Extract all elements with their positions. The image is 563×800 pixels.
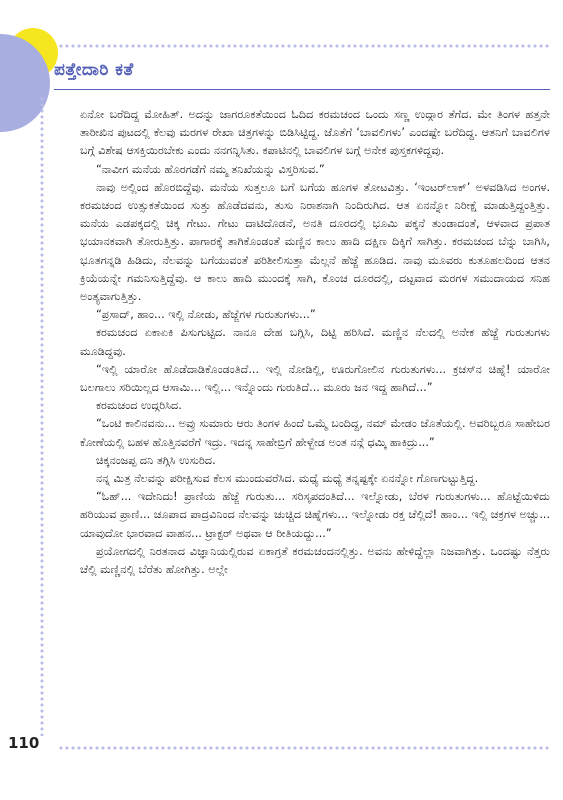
paragraph: ಚಿಕ್ಕನಂಜಪ್ಪ ದನಿ ತಗ್ಗಿಸಿ ಉಸುರಿದ. xyxy=(96,453,216,467)
page-number: 110 xyxy=(8,734,40,752)
paragraph: ಕರಮಚಂದ ಏಕಾಏಕಿ ಪಿಸುಗುಟ್ಟಿದ. ನಾನೂ ದೇಹ ಬಗ್ಗಿಸಿ, ದಿಟ್ಟಿ ಹರಿಸಿದೆ. ಮಣ್ಣಿನ ನೆಲದಲ್ಲಿ ಅನೇಕ ಹೆಜ್ಜೆ ಗುರುತುಗಳು ಮೂಡಿದ್ದವು. xyxy=(80,326,550,358)
paragraph: ಏನೋ ಬರೆದಿದ್ದ ಮೋಹಿತ್. ಅದನ್ನು ಜಾಗರೂಕತೆಯಿಂದ ಓದಿದ ಕರಮಚಂದ ಒಂದು ಸಣ್ಣ ಉದ್ಗಾರ ತೆಗೆದ. ಮೇ ತಿಂಗಳ ಹತ್ತನೇ ತಾರೀಖಿನ ಪುಟದಲ್ಲಿ ಕೆಲವು ಮರಗಳ ರೇಖಾ ಚಿತ್ರಗಳನ್ನು ಬಿಡಿಸಿಟ್ಟಿದ್ದ. ಜೊತೆಗೆ ‘ಬಾವಲಿಗಳು’ ಎಂದಷ್ಟೇ ಬರೆದಿದ್ದ. ಆತನಿಗೆ ಬಾವಲಿಗಳ ಬಗ್ಗೆ ವಿಶೇಷ ಆಸಕ್ತಿಯಿರಬೇಕು ಎಂದು ನನಗನ್ನಿಸಿತು. ಕಪಾಟಿನಲ್ಲಿ ಬಾವಲಿಗಳ ಬಗ್ಗೆ ಅನೇಕ ಪುಸ್ತಕಗಳಿದ್ದವು. xyxy=(80,108,550,158)
paragraph: ನಾವು ಅಲ್ಲಿಂದ ಹೊರಬಿದ್ದೆವು. ಮನೆಯ ಸುತ್ತಲೂ ಬಗೆ ಬಗೆಯ ಹೂಗಳ ತೋಟವಿತ್ತು. ‘ಇಂಟರ್‌ಲಾಕ್’ ಅಳವಡಿಸಿದ ಅಂಗಳ. ಕರಮಚಂದ ಉತ್ಸುಕತೆಯಿಂದ ಸುತ್ತು ಹೊಡೆದವನು, ತುಸು ನಿರಾಶನಾಗಿ ನಿಂದಿರುಗಿದ. ಆತ ಏನನ್ನೋ ನಿರೀಕ್ಷೆ ಮಾಡುತ್ತಿದ್ದಂತ್ತಿತ್ತು. ಮನೆಯ ಎಡಪಕ್ಕದಲ್ಲಿ ಚಿಕ್ಕ ಗೇಟು. ಗೇಟು ದಾಟಿದೊಡನೆ, ಅನತಿ ದೂರದಲ್ಲಿ ಭೂಮಿ ಪಕ್ಕನೆ ತುಂಡಾದಂತೆ, ಆಳವಾದ ಪ್ರಪಾತ ಭಯಾನಕವಾಗಿ ತೋರುತ್ತಿತ್ತು. ಪಾಗಾರಕ್ಕೆ ತಾಗಿಕೊಂಡಂತೆ ಮಣ್ಣಿನ ಕಾಲು ಹಾದಿ ದಕ್ಷಿಣ ದಿಕ್ಕಿಗೆ ಸಾಗಿತ್ತು. ಕರಮಚಂದ ಬೆನ್ನು ಬಾಗಿಸಿ, ಭೂತಗನ್ನಡಿ ಹಿಡಿದು, ನೆಲವನ್ನು ಬಗೆಯುವಂತೆ ಪರಿಶೀಲಿಸುತ್ತಾ ಮೆಲ್ಲನೆ ಹೆಜ್ಜೆ ಹೂಡಿದ. ನಾವು ಮೂವರು ಕುತೂಹಲದಿಂದ ಆತನ ಕ್ರಿಯೆಯನ್ನೇ ಗಮನಿಸುತ್ತಿದ್ದೆವು. ಆ ಕಾಲು ಹಾದಿ ಮುಂದಕ್ಕೆ ಸಾಗಿ, ಕೊಂಚ ದೂರದಲ್ಲಿ, ದಟ್ಟವಾದ ಮರಗಳ ಸಮುದಾಯದ ಸನಿಹ ಅಂತ್ಯವಾಗುತ್ತಿತ್ತು. xyxy=(80,180,550,304)
article-body xyxy=(80,106,550,579)
paragraph: “ಇಲ್ಲಿ ಯಾರೋ ಹೊಡೆದಾಡಿಕೊಂಡಂತಿದೆ... ಇಲ್ಲಿ ನೋಡಿಲ್ಲಿ, ಊರುಗೋಲಿನ ಗುರುತುಗಳು... ಕ್ರಚಸ್‌ನ ಚಿಹ್ನೆ! ಯಾರೋ ಬಲಗಾಲು ಸರಿಯಿಲ್ಲದ ಆಸಾಮಿ... ಇಲ್ಲಿ... ಇನ್ನೊಂದು ಗುರುತಿದೆ... ಮೂರು ಜನ ಇದ್ದ ಹಾಗಿದೆ...” xyxy=(80,362,550,395)
top-dotted-line xyxy=(58,44,550,48)
paragraph: ನನ್ನ ಮಿತ್ರ ನೆಲವನ್ನು ಪರೀಕ್ಷಿಸುವ ಕೆಲಸ ಮುಂದುವರೆಸಿದ. ಮಧ್ಯೆ ಮಧ್ಯೆ ತನ್ನಷ್ಟಕ್ಕೇ ಏನನ್ನೋ ಗೊಣಗುಟ್ಟುತ್ತಿದ್ದ. xyxy=(96,472,479,486)
header-divider xyxy=(54,89,550,90)
paragraph: ಪ್ರಯೋಗದಲ್ಲಿ ನಿರತನಾದ ವಿಜ್ಞಾನಿಯಲ್ಲಿರುವ ಏಕಾಗ್ರತೆ ಕರಮಚಂದನಲ್ಲಿತ್ತು. ಅವನು ಹೇಳಿದ್ದೆಲ್ಲಾ ನಿಜವಾಗಿತ್ತು. ಒಂದಷ್ಟು ನೆತ್ತರು ಚೆಲ್ಲಿ ಮಣ್ಣಿನಲ್ಲಿ ಬೆರೆತು ಹೋಗಿತ್ತು. ಅಲ್ಲೇ xyxy=(80,544,550,577)
bottom-dotted-line xyxy=(58,746,550,750)
paragraph: “ಒಂಟಿ ಕಾಲಿನವನು... ಅವ್ರು ಸುಮಾರು ಆರು ತಿಂಗಳ ಹಿಂದೆ ಒಮ್ಮೆ ಬಂದಿದ್ದ, ನಮ್ ಮೇಡಂ ಜೊತೆಯಲ್ಲಿ. ಅವರಿಬ್ಬರೂ ಸಾಹೇಬರ ಕೋಣೆಯಲ್ಲಿ ಬಹಳ ಹೊತ್ತಿನವರೆಗೆ ಇದ್ರು. ಇದನ್ನ ಸಾಹೇಬ್ರಿಗೆ ಹೇಳ್ಬೇಡ ಅಂತ ನನ್ಗೆ ಧಮ್ಕಿ ಹಾಕಿದ್ರು...” xyxy=(80,417,550,449)
paragraph: “ಪ್ರಸಾದ್, ಹಾಂ... ಇಲ್ಲಿ ನೋಡು, ಹೆಜ್ಜೆಗಳ ಗುರುತುಗಳು...” xyxy=(96,308,316,322)
paragraph: “ಓಹ್... ಇದೇನಿದು! ಪ್ರಾಣಿಯ ಹೆಜ್ಜೆ ಗುರುತು... ಸರಿಸೃಪದಂತಿದೆ... ಇಲ್ನೋಡು, ಬೆರಳ ಗುರುತುಗಳು... ಹೊಟ್ಟೆಯಿಳಿದು ಹರಿಯುವ ಪ್ರಾಣಿ... ಚೂಪಾದ ಪಾದ್ರವಿನಿಂದ ನೆಲವನ್ನು ಚುಚ್ಚಿದ ಚಿಹ್ನೆಗಳು... ಇಲ್ನೋಡು ರಕ್ತ ಚೆಲ್ಲಿದೆ! ಹಾಂ... ಇಲ್ಲಿ ಚಕ್ರಗಳ ಅಚ್ಚು... ಯಾವುದೋ ಭಾರವಾದ ವಾಹನ... ಟ್ರಾಕ್ಟರ್ ಅಥವಾ ಆ ರೀತಿಯದ್ದು...” xyxy=(80,490,550,540)
left-dotted-line xyxy=(40,96,44,736)
paragraph: “ನಾವೀಗ ಮನೆಯ ಹೊರಗಡೆಗೆ ನಮ್ಮ ತನಿಖೆಯನ್ನು ವಿಸ್ತರಿಸುವ.” xyxy=(96,162,325,176)
paragraph: ಕರಮಚಂದ ಉದ್ಗರಿಸಿದ. xyxy=(96,399,182,413)
section-title: ಪತ್ತೇದಾರಿ ಕತೆ xyxy=(54,60,134,80)
